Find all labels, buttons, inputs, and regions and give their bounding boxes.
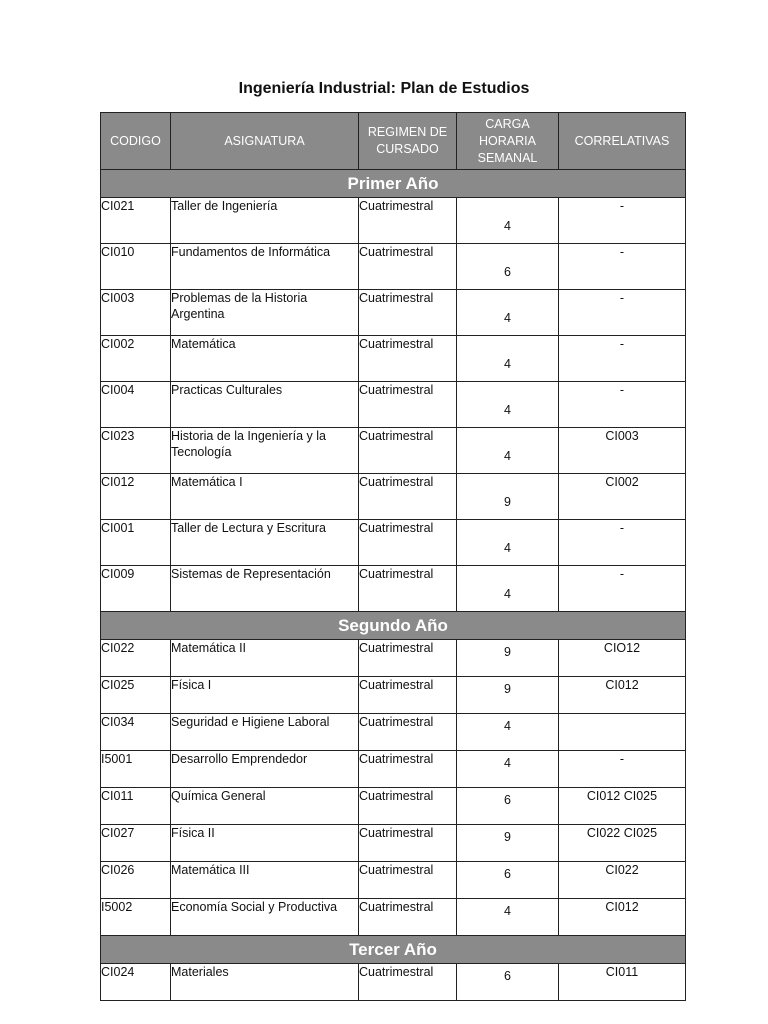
cell-regime: Cuatrimestral xyxy=(359,640,457,677)
cell-subject: Física I xyxy=(171,677,359,714)
cell-regime: Cuatrimestral xyxy=(359,290,457,336)
cell-regime: Cuatrimestral xyxy=(359,964,457,1001)
cell-correlativas xyxy=(559,714,686,751)
cell-regime: Cuatrimestral xyxy=(359,862,457,899)
table-row xyxy=(101,862,686,899)
table-row xyxy=(101,290,686,336)
cell-subject: Fundamentos de Informática xyxy=(171,244,359,290)
table-row xyxy=(101,428,686,474)
section-title: Segundo Año xyxy=(101,612,686,640)
cell-hours: 9 xyxy=(457,677,559,714)
cell-regime: Cuatrimestral xyxy=(359,336,457,382)
header-codigo: CODIGO xyxy=(101,113,171,170)
cell-code: CI023 xyxy=(101,428,171,474)
cell-hours: 4 xyxy=(457,336,559,382)
cell-subject: Matemática I xyxy=(171,474,359,520)
cell-hours: 4 xyxy=(457,428,559,474)
cell-hours: 4 xyxy=(457,382,559,428)
cell-regime: Cuatrimestral xyxy=(359,244,457,290)
cell-subject: Matemática xyxy=(171,336,359,382)
header-asignatura: ASIGNATURA xyxy=(171,113,359,170)
cell-correlativas: - xyxy=(559,382,686,428)
cell-subject: Economía Social y Productiva xyxy=(171,899,359,936)
cell-regime: Cuatrimestral xyxy=(359,788,457,825)
table-row xyxy=(101,244,686,290)
table-row xyxy=(101,677,686,714)
cell-code: CI025 xyxy=(101,677,171,714)
cell-correlativas: CI012 xyxy=(559,677,686,714)
cell-hours: 4 xyxy=(457,198,559,244)
cell-subject: Sistemas de Representación xyxy=(171,566,359,612)
cell-regime: Cuatrimestral xyxy=(359,382,457,428)
cell-correlativas: CI012 CI025 xyxy=(559,788,686,825)
table-row xyxy=(101,788,686,825)
header-regimen: REGIMEN DE CURSADO xyxy=(359,113,457,170)
cell-correlativas: CI022 xyxy=(559,862,686,899)
table-row xyxy=(101,640,686,677)
section-row xyxy=(101,936,686,964)
section-row xyxy=(101,612,686,640)
cell-code: CI003 xyxy=(101,290,171,336)
cell-hours: 4 xyxy=(457,899,559,936)
cell-subject: Seguridad e Higiene Laboral xyxy=(171,714,359,751)
cell-regime: Cuatrimestral xyxy=(359,825,457,862)
cell-subject: Materiales xyxy=(171,964,359,1001)
page-title: Ingeniería Industrial: Plan de Estudios xyxy=(238,80,530,97)
cell-hours: 4 xyxy=(457,520,559,566)
cell-subject: Taller de Ingeniería xyxy=(171,198,359,244)
cell-regime: Cuatrimestral xyxy=(359,428,457,474)
cell-subject: Matemática II xyxy=(171,640,359,677)
cell-subject: Química General xyxy=(171,788,359,825)
cell-code: CI002 xyxy=(101,336,171,382)
study-plan-table xyxy=(100,112,686,1001)
cell-code: CI010 xyxy=(101,244,171,290)
cell-hours: 9 xyxy=(457,640,559,677)
section-title: Tercer Año xyxy=(101,936,686,964)
cell-correlativas: - xyxy=(559,566,686,612)
cell-code: CI011 xyxy=(101,788,171,825)
cell-correlativas: CI022 CI025 xyxy=(559,825,686,862)
cell-subject: Taller de Lectura y Escritura xyxy=(171,520,359,566)
cell-hours: 6 xyxy=(457,244,559,290)
cell-hours: 4 xyxy=(457,566,559,612)
cell-hours: 4 xyxy=(457,290,559,336)
cell-correlativas: - xyxy=(559,751,686,788)
cell-code: I5001 xyxy=(101,751,171,788)
cell-correlativas: - xyxy=(559,198,686,244)
table-row xyxy=(101,964,686,1001)
table-row xyxy=(101,474,686,520)
table-row xyxy=(101,714,686,751)
cell-hours: 6 xyxy=(457,788,559,825)
cell-correlativas: CI003 xyxy=(559,428,686,474)
cell-hours: 9 xyxy=(457,474,559,520)
cell-code: CI022 xyxy=(101,640,171,677)
cell-regime: Cuatrimestral xyxy=(359,474,457,520)
section-title: Primer Año xyxy=(101,170,686,198)
cell-code: CI004 xyxy=(101,382,171,428)
cell-hours: 6 xyxy=(457,862,559,899)
cell-subject: Practicas Culturales xyxy=(171,382,359,428)
cell-code: CI009 xyxy=(101,566,171,612)
cell-subject: Física II xyxy=(171,825,359,862)
cell-subject: Desarrollo Emprendedor xyxy=(171,751,359,788)
cell-code: I5002 xyxy=(101,899,171,936)
cell-correlativas: - xyxy=(559,336,686,382)
cell-hours: 9 xyxy=(457,825,559,862)
cell-correlativas: CIO12 xyxy=(559,640,686,677)
table-row xyxy=(101,336,686,382)
cell-hours: 4 xyxy=(457,751,559,788)
header-carga: CARGA HORARIA SEMANAL xyxy=(457,113,559,170)
cell-correlativas: - xyxy=(559,520,686,566)
cell-regime: Cuatrimestral xyxy=(359,677,457,714)
cell-correlativas: CI011 xyxy=(559,964,686,1001)
cell-regime: Cuatrimestral xyxy=(359,198,457,244)
cell-subject: Matemática III xyxy=(171,862,359,899)
cell-correlativas: - xyxy=(559,244,686,290)
table-row xyxy=(101,198,686,244)
cell-regime: Cuatrimestral xyxy=(359,751,457,788)
cell-regime: Cuatrimestral xyxy=(359,566,457,612)
cell-subject: Problemas de la Historia Argentina xyxy=(171,290,359,336)
table-row xyxy=(101,751,686,788)
table-row xyxy=(101,566,686,612)
cell-regime: Cuatrimestral xyxy=(359,520,457,566)
cell-code: CI024 xyxy=(101,964,171,1001)
cell-regime: Cuatrimestral xyxy=(359,899,457,936)
cell-hours: 4 xyxy=(457,714,559,751)
table-row xyxy=(101,825,686,862)
header-correlativas: CORRELATIVAS xyxy=(559,113,686,170)
cell-correlativas: CI012 xyxy=(559,899,686,936)
cell-code: CI027 xyxy=(101,825,171,862)
cell-correlativas: CI002 xyxy=(559,474,686,520)
table-header xyxy=(101,113,686,170)
table-row xyxy=(101,520,686,566)
cell-code: CI021 xyxy=(101,198,171,244)
cell-code: CI034 xyxy=(101,714,171,751)
cell-hours: 6 xyxy=(457,964,559,1001)
cell-code: CI026 xyxy=(101,862,171,899)
cell-correlativas: - xyxy=(559,290,686,336)
cell-code: CI012 xyxy=(101,474,171,520)
cell-code: CI001 xyxy=(101,520,171,566)
table-row xyxy=(101,382,686,428)
table-row xyxy=(101,899,686,936)
cell-regime: Cuatrimestral xyxy=(359,714,457,751)
section-row xyxy=(101,170,686,198)
table-body xyxy=(101,170,686,1001)
cell-subject: Historia de la Ingeniería y la Tecnología xyxy=(171,428,359,474)
